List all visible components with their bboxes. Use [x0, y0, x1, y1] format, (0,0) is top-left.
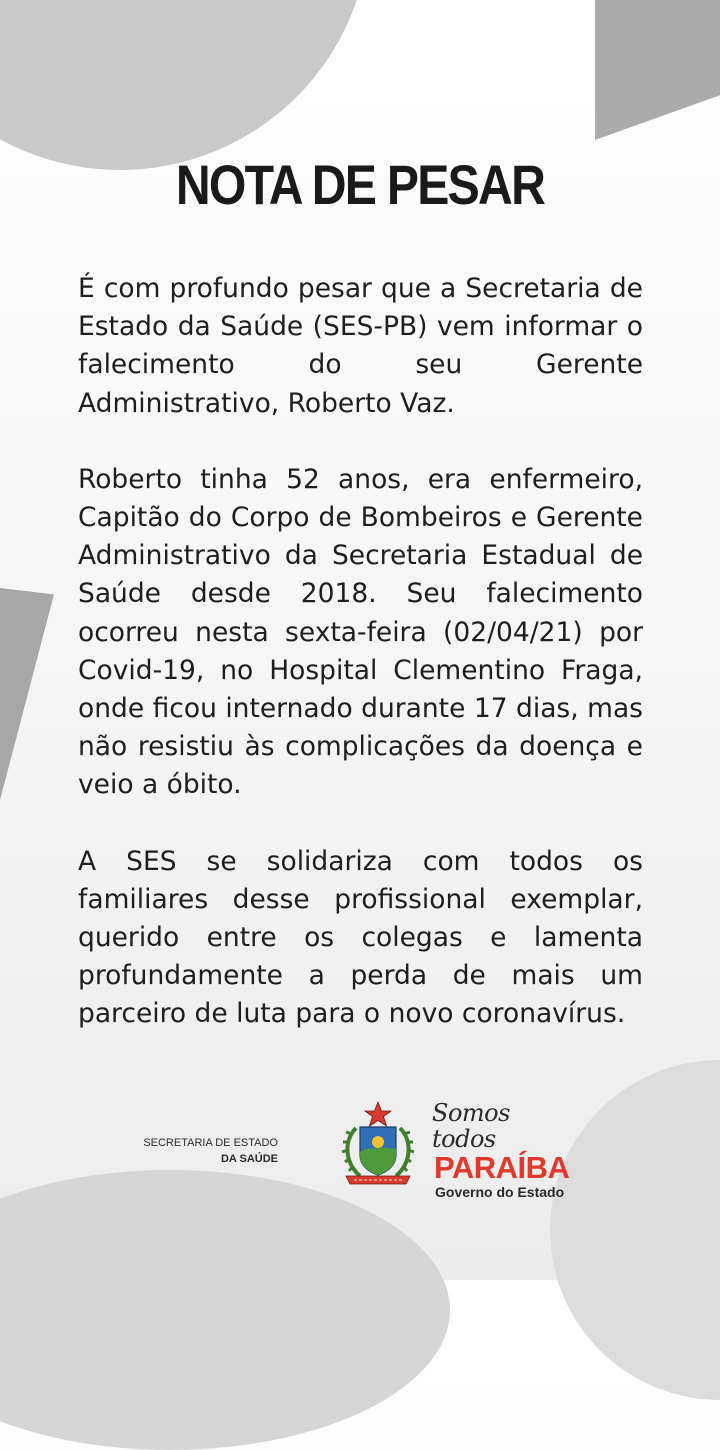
- paragraph-announcement: É com profundo pesar que a Secretaria de Estado da Saúde (SES-PB) vem informar o falecimento do seu Gerente Administrativo, Roberto Vaz.: [78, 273, 643, 419]
- paragraph-condolences: A SES se solidariza com todos os familiares desse profissional exemplar, querido entre os colegas e lamenta profundamente a perda de mais um parceiro de luta para o novo coronavírus.: [78, 845, 643, 1030]
- gov-name: PARAÍBA: [434, 1150, 570, 1185]
- gov-tagline: Somos todos: [432, 1099, 510, 1153]
- paragraph-biography: Roberto tinha 52 anos, era enfermeiro, Capitão do Corpo de Bombeiros e Gerente Administrativo da Secretaria Estadual de Saúde desde 2018. Seu falecimento ocorreu nesta sexta-feira (02/04/21) por Covid-19, no Hospital Clementino Fraga, onde ficou internado durante 17 dias, mas não resistiu às complicações da doença e veio a óbito.: [78, 463, 643, 801]
- page-title: NOTA DE PESAR: [175, 153, 545, 216]
- decorative-shape-top-right: [595, 0, 720, 140]
- paraiba-government-logo: [432, 1099, 572, 1200]
- ses-line-2: DA SAÚDE: [220, 1153, 278, 1165]
- decorative-shape-left: [0, 588, 54, 800]
- ses-line-1: SECRETARIA DE ESTADO: [143, 1137, 278, 1149]
- gov-subtitle: Governo do Estado: [435, 1184, 565, 1200]
- decorative-circle-bottom-left: [0, 1170, 450, 1450]
- note-body: [78, 270, 643, 1072]
- paraiba-coat-of-arms-icon: [338, 1100, 418, 1190]
- decorative-circle-bottom-right: [550, 1060, 720, 1400]
- decorative-circle-top-left: [0, 0, 370, 170]
- ses-logo-text: [140, 1135, 278, 1167]
